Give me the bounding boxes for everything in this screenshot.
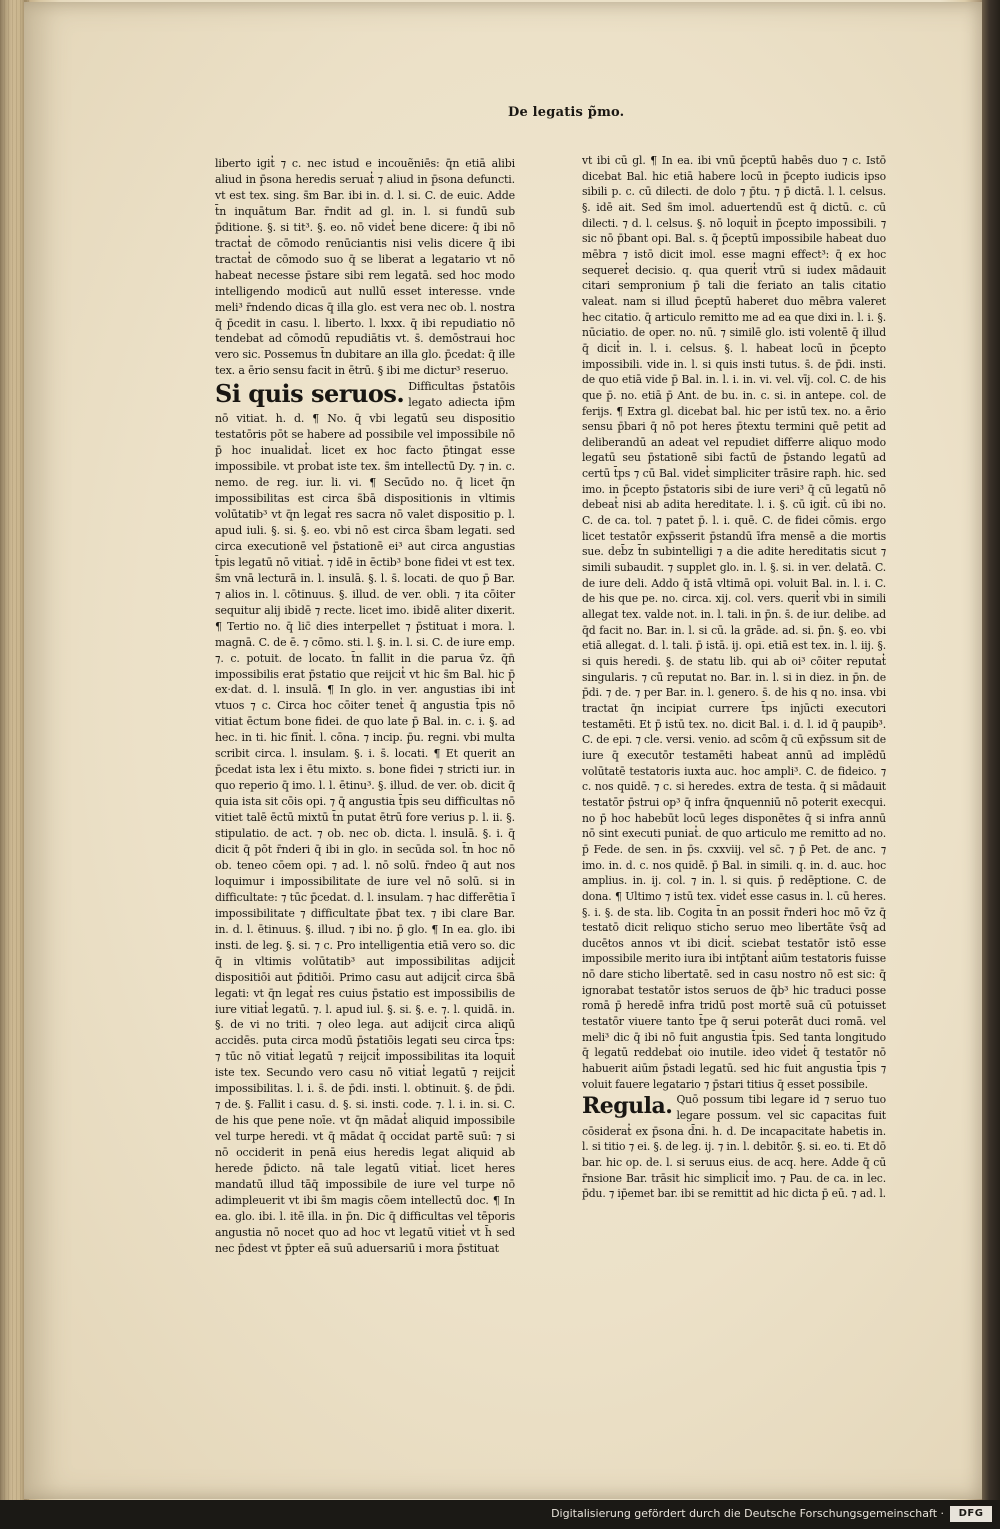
paragraph: Quō possum tibi legare id ⁊ seruo tuo legare possum. vel sic capacitas fuit cōsiderat̓ ex p̄sona d̄ni. h. d. De incapacitate habetis in. l. si titio ⁊ ei. §. de leg. ij. ⁊ in. l. debitōr. §. si. eo. ti. Et dō bar. hic op. de. l. si seruus eius. de acq. here. Adde q̄ cū r̄nsione Bar. trāsit hic simplicit̓ imo. ⁊ Pau. de ca. in lec. p̄du. ⁊ ip̄emet bar. ibi se remittit ad hic dicta p̄ eū. ⁊ ad. l. <box>582 1093 886 1201</box>
dfg-logo: DFG <box>950 1506 992 1522</box>
section-lead-heading: Si quis seruos. <box>215 379 405 409</box>
section <box>215 379 515 1256</box>
funding-notice: Digitalisierung gefördert durch die Deutsche Forschungsgemeinschaft · <box>551 1507 944 1520</box>
right-text-column <box>582 153 886 1202</box>
paragraph: liberto igit̓ ⁊ c. nec istud e incouẽniēs: q̄n etiā alibi aliud in p̄sona heredis seruat̓ ⁊ aliud in p̄sona defuncti. vt est tex. sing. s̄m Bar. ibi in. d. l. si. C. de euic. Adde t̄n inquātum Bar. r̄ndit ad gl. in. l. si fundū sub p̄ditione. §. si tit³. §. eo. nō videt̓ bene dicere: q̄ ibi nō tractat̓ de cōmodo renūciantis nisi velis dicere q̄ ibi tractat̓ de cōmodo suo q̄ se liberat a legatario vt nō habeat necesse p̄stare sibi rem legatā. sed hoc modo intelligendo modicū aut nullū esset interesse. vnde meli³ r̄ndendo dicas q̄ illa glo. est vera nec ob. l. nostra q̄ p̄cedit in casu. l. liberto. l. lxxx. q̄ ibi repudiatio nō tendebat ad cōmodū repudiātis vt. s̄. demōstraui hoc vero sic. Possemus t̄n dubitare an illa glo. p̄cedat: q̄ ille tex. a ērio sensu facit in ētrū. § ibi me dictur³ reseruo. <box>215 157 515 378</box>
section <box>582 1092 886 1202</box>
section-lead-heading: Regula. <box>582 1093 673 1120</box>
paragraph: vt ibi cū gl. ¶ In ea. ibi vnū p̄ceptū habēs duo ⁊ c. Istō dicebat Bal. hic etiā habere locū in p̄cepto iudicis ipso sibili p. c. cū dilecti. de dolo ⁊ p̄tu. ⁊ p̄ dictā. l. l. celsus. §. idē ait. Sed s̄m imol. aduertendū est q̄ dictū. c. cū dilecti. ⁊ d. l. celsus. §. nō loquit̓ in p̄cepto impossibili. ⁊ sic nō p̄bant opi. Bal. s. q̄ p̄ceptū impossibile habeat duo mēbra ⁊ istō dicit imol. esse magni effect³: q̄ ex hoc sequeret̓ decisio. q. qua querit̓ vtrū si iudex mādauit citari sempronium p̄ tali die feriato an talis citatio valeat. nam si illud p̄ceptū haberet duo mēbra valeret hec citatio. q̄ articulo remitto me ad ea que dixi in. l. i. §. nūciatio. de oper. no. nū. ⁊ similē glo. isti volentē q̄ illud q̄ dicit̓ in. l. i. celsus. §. l. habeat locū in p̄cepto impossibili. vide in. l. si quis insti tutus. s̄. de p̄di. insti. de quo etiā vide p̄ Bal. in. l. i. in. vi. vel. vīj. col. C. de his que p̄. no. etiā p̄ Ant. de bu. in. c. si. in antepe. col. de ferijs. ¶ Extra gl. dicebat bal. hic per istū tex. no. a ērio sensu p̄bari q̄ nō pot heres p̄textu termini quē petit ad deliberandū an adeat vel repudiet differre aliquo modo legatū seu p̄stationē sibi factū de p̄stando legatū ad certū t̄ps ⁊ cū Bal. videt̓ simpliciter trāsire raph. hic. sed imo. in p̄cepto p̄statoris sibi de iure veri³ q̄ cū legatū nō debeat̓ nisi ab adita hereditate. l. i. §. cū igit̓. cū ibi no. C. de ca. tol. ⁊ patet p̄. l. i. quē. C. de fidei cōmis. ergo licet testatōr exp̄sserit p̄standū īfra mensē a die mortis sue. deb̄z t̄n subintelligi ⁊ a die adite hereditatis sicut ⁊ simili subaudit. ⁊ supplet glo. in. l. §. si. in ver. delatā. C. de iure deli. Addo q̄ istā vltimā opi. voluit Bal. in. l. i. C. de his que pe. no. circa. xij. col. vers. querit̓ vbi in simili allegat tex. valde not. in. l. tali. in p̄n. s̄. de iur. delibe. ad q̄d facit no. Bar. in. l. si cū. la grāde. ad. si. p̄n. §. eo. vbi etiā allegat. d. l. tali. p̄ istā. ij. opi. etiā est tex. in. l. iij. §. si quis heredi. §. de statu lib. qui ab oi³ cōiter reputat̓ singularis. ⁊ cū reputat no. Bar. in. l. si in diez. in p̄n. de p̄di. ⁊ de. ⁊ per Bar. in. l. genero. s̄. de his q no. insa. vbi tractat q̄n incipiat currere t̄ps injūcti executori testamēti. Et p̄ istū tex. no. dicit Bal. i. d. l. id q̄ paupib³. C. de epi. ⁊ cle. versi. venio. ad scōm q̄ cū exp̄ssum sit de iure q̄ executōr testamēti habeat annū ad implēdū volūtatē testatoris iuxta auc. hoc ampli³. C. de fideico. ⁊ c. nos quidē. ⁊ c. si heredes. extra de testa. q̄ si mādauit testatōr p̄strui op³ q̄ infra q̄nquenniū nō poterit execqui. no p̄ hoc habebūt locū leges disponētes q̄ si infra annū nō sint executi puniat̓. de quo articulo me remitto ad no. p̄ Fede. de sen. in p̄s. cxxviij. vel sc̄. ⁊ p̄ Pet. de anc. ⁊ imo. in. d. c. nos quidē. p̄ Bal. in simili. q. in. d. auc. hoc amplius. in. ij. col. ⁊ in. l. si quis. p̄ redēptione. C. de dona. ¶ Ultimo ⁊ istū tex. videt̓ esse casus in. l. cū heres. §. i. §. de sta. lib. Cogita t̄n an possit r̄nderi hoc mō v̄z q̄ testatō dicit reliquo sticho seruo meo libertāte v̄sq̄ ad ducētos annos vt ibi dicit̓. sciebat testatōr istō esse impossibile merito iura ibi intp̄tant̓ aiūm testatoris fuisse nō dare sticho libertatē. sed in casu nostro nō est sic: q̄ ignorabat testatōr istos seruos de q̄b³ hic traduci posse romā p̄ heredē infra tridū post mortē suā cū potuisset testatōr viuere tanto t̄pe q̄ serui poterāt duci romā. vel meli³ dic q̄ ibi nō fuit angustia t̄pis. Sed tanta longitudo q̄ legatū reddebat̓ oio inutile. ideo videt̓ q̄ testatōr nō habuerit aiūm p̄stadi legatū. sed hic fuit angustia t̄pis ⁊ voluit fauere legatario ⁊ p̄stari titius q̄ esset possibile. <box>582 154 886 1091</box>
viewer-footer <box>0 1500 1000 1529</box>
paragraph: Difficultas p̄statōis legato adiecta ip̄m nō vitiat. h. d. ¶ No. q̄ vbi legatū seu dispositio testatōris pōt se habere ad possibile vel impossibile nō p̄ hoc inualidat̓. licet ex hoc facto p̄tingat esse impossibile. vt probat iste tex. s̄m intellectū Dy. ⁊ in. c. nemo. de reg. iur. li. vi. ¶ Secūdo no. q̄ licet q̄n impossibilitas est circa s̄bā dispositionis in vltimis volūtatib³ vt q̄n legat̓ res sacra nō valet dispositio p. l. apud iuli. §. si. §. eo. vbi nō est circa s̄bam legati. sed circa executionē vel p̄stationē ei³ aut circa angustias t̄pis legatū nō vitiat̓. ⁊ idē in ēctib³ bone fidei vt est tex. s̄m vnā lecturā in. l. insulā. §. l. s̄. locati. de quo p̄ Bar. ⁊ alios in. l. cōtinuus. §. illud. de ver. obli. ⁊ ita cōiter sequitur alij ibidē ⁊ recte. licet imo. ibidē aliter dixerit. ¶ Tertio no. q̄ lic̄ dies interpellet ⁊ p̄stituat i mora. l. magnā. C. de ē. ⁊ cōmo. sti. l. §. in. l. si. C. de iure emp. ⁊. c. potuit. de locato. t̄n fallit in die parua v̄z. q̄n̄ impossibilis erat p̄statio que reijcit̓ vt hic s̄m Bal. hic p̄ ex·dat. d. l. insulā. ¶ In glo. in ver. angustias ibi int̓ vtuos ⁊ c. Circa hoc cōiter tenet̓ q̄ angustia t̄pis nō vitiat ēctum bone fidei. de quo late p̄ Bal. in. c. i. §. ad hec. in ti. hic fīnit̓. l. cōna. ⁊ incip. p̄u. regni. vbi multa scribit circa. l. insulam. §. i. s̄. locati. ¶ Et querit an p̄cedat ista lex i ētu mixto. s. bone fidei ⁊ stricti iur. in quo reperio q̄ imo. l. l. ētinu³. §. illud. de ver. ob. dicit q̄ quia ista sit cōis opi. ⁊ q̄ angustia t̄pis seu difficultas nō vitiet talē ēctū mixtū t̄n putat ētrū fore verius p. l. ii. §. stipulatio. de act. ⁊ ob. nec ob. dicta. l. insulā. §. i. q̄ dicit q̄ pōt r̄nderi q̄ ibi in glo. in secūda sol. t̄n hoc nō ob. teneo cōem opi. ⁊ ad. l. nō solū. r̄ndeo q̄ aut nos loquimur i impossibilitate de iure vel nō solū. si in difficultate: ⁊ tūc p̄cedat. d. l. insulam. ⁊ hac differētia ī impossibilitate ⁊ difficultate p̄bat tex. ⁊ ibi clare Bar. in. d. l. ētinuus. §. illud. ⁊ ibi no. p̄ glo. ¶ In ea. glo. ibi insti. de leg. §. si. ⁊ c. Pro intelligentia etiā vero so. dic q̄ in vltimis volūtatib³ aut impossibilitas adijcit̓ dispositiōi aut p̄ditiōi. Primo casu aut adijcit̓ circa s̄bā legati: vt q̄n legat̓ res cuius p̄statio est impossibilis de iure vitiat̓ legatū. ⁊. l. apud iul. §. si. §. e. ⁊. l. quidā. in. §. de vi no triti. ⁊ oleo lega. aut adijcit̓ circa aliqū accidēs. puta circa modū p̄statiōis legati seu circa t̄ps: ⁊ tūc nō vitiat̓ legatū ⁊ reijcit̓ impossibilitas ita loquit̓ iste tex. Secundo vero casu nō vitiat̓ legatū ⁊ reijcit̓ impossibilitas. l. i. s̄. de p̄di. insti. l. obtinuit. §. de p̄di. ⁊ de. §. Fallit i casu. d. §. si. insti. code. ⁊. l. i. in. si. C. de his que pene noīe. vt q̄n mādat̓ aliquid impossibile vel turpe heredi. vt q̄ mādat q̄ occidat partē suū: ⁊ si nō occiderit in penā eius heredis legat aliquid ab herede p̄dicto. nā tale legatū vitiat̓. licet heres mandatū illud tāq̄ impossibile de iure vel turpe nō adimpleuerit vt ibi s̄m magis cōem intellectū doc. ¶ In ea. glo. ibi. l. itē illa. in p̄n. Dic q̄ difficultas vel tēporis angustia nō nocet quo ad hoc vt legatū vitiet̓ vt h̄ sed nec p̄dest vt p̄pter eā suū aduersariū i mora p̄stituat <box>215 380 515 1255</box>
running-head: De legatis p̃mo. <box>508 105 625 120</box>
left-text-column <box>215 156 515 1257</box>
book-cover-edge <box>982 0 1000 1500</box>
